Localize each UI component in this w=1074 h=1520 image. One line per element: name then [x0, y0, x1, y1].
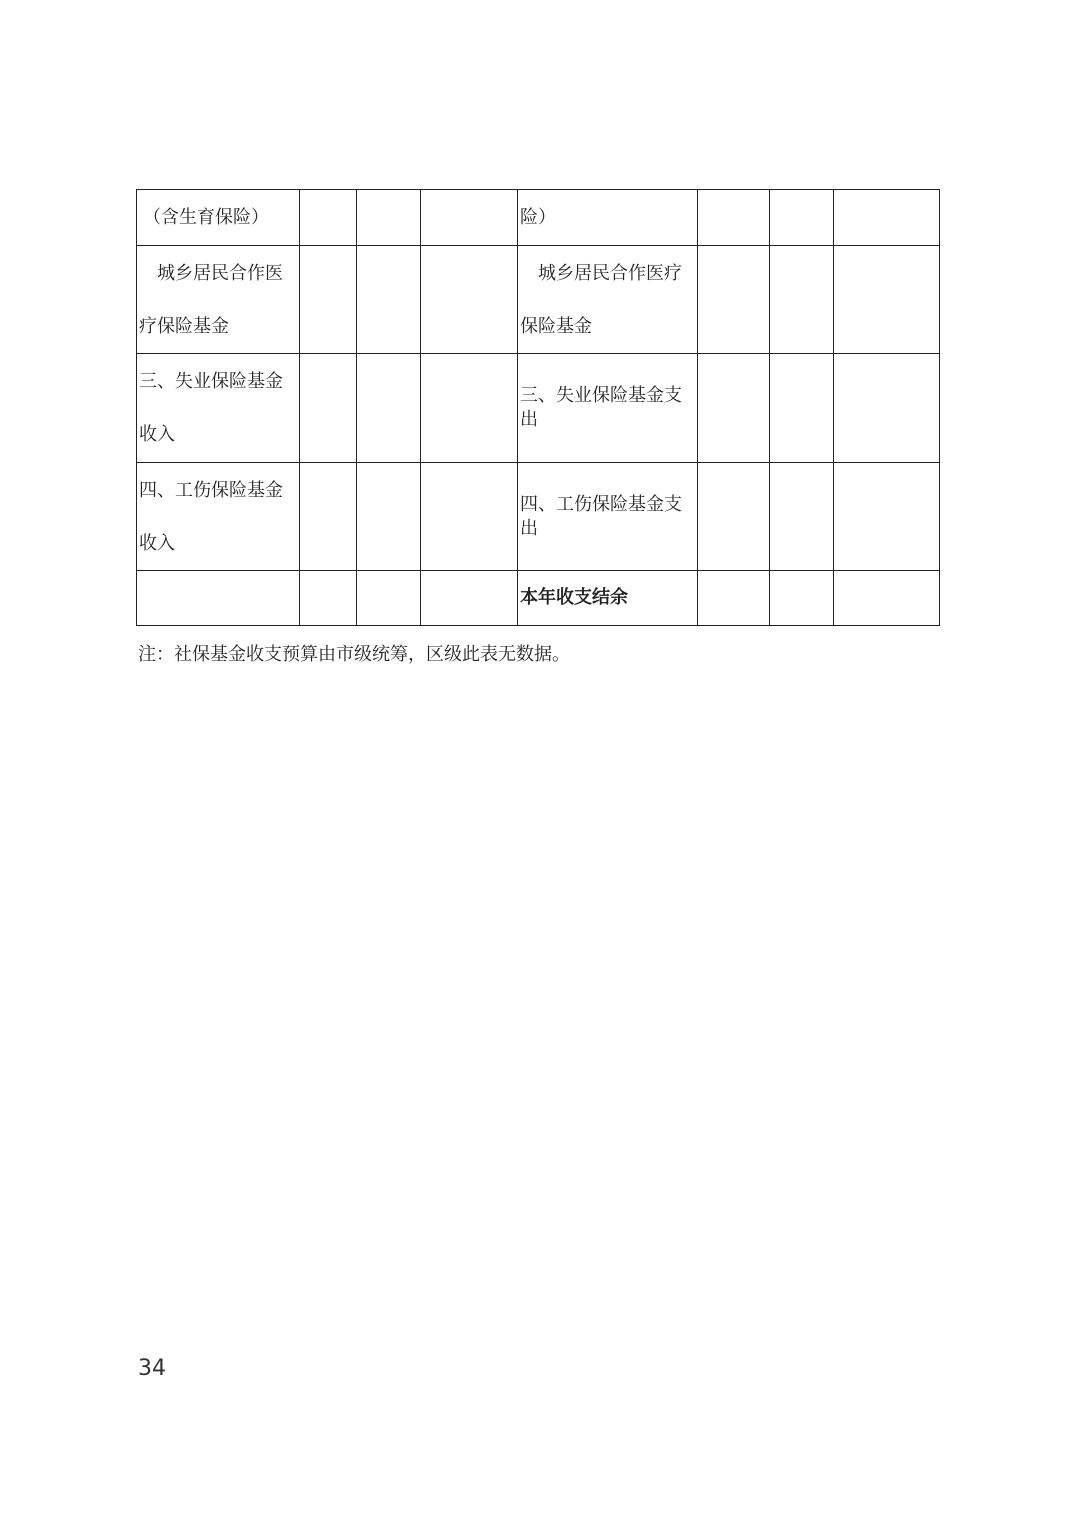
table-row — [137, 246, 940, 354]
table-cell — [698, 246, 770, 354]
table-cell — [357, 354, 421, 463]
table-cell — [421, 246, 518, 354]
table-cell — [357, 190, 421, 246]
table-cell — [300, 190, 357, 246]
page-number: 34 — [138, 1356, 166, 1381]
table-cell — [834, 246, 940, 354]
income-item-label: 三、失业保险基金收入 — [137, 354, 300, 463]
income-item-label — [137, 571, 300, 626]
annual-balance-label: 本年收支结余 — [518, 571, 698, 626]
table-cell — [357, 571, 421, 626]
table-cell — [421, 463, 518, 571]
expense-item-label: 险） — [518, 190, 698, 246]
table-cell — [300, 463, 357, 571]
table-cell — [421, 354, 518, 463]
table-cell — [357, 463, 421, 571]
table-cell — [834, 354, 940, 463]
table-cell — [300, 246, 357, 354]
table-cell — [698, 463, 770, 571]
table-row — [137, 354, 940, 463]
table-cell — [834, 571, 940, 626]
table-cell — [300, 571, 357, 626]
table-cell — [357, 246, 421, 354]
expense-item-label: 城乡居民合作医疗保险基金 — [518, 246, 698, 354]
table-cell — [698, 354, 770, 463]
table-cell — [770, 246, 834, 354]
table-cell — [770, 463, 834, 571]
table-cell — [834, 190, 940, 246]
income-item-label: 城乡居民合作医疗保险基金 — [137, 246, 300, 354]
table-cell — [421, 190, 518, 246]
table-row — [137, 463, 940, 571]
table-cell — [770, 571, 834, 626]
table-cell — [834, 463, 940, 571]
table-cell — [770, 190, 834, 246]
income-item-label: （含生育保险） — [137, 190, 300, 246]
income-item-label: 四、工伤保险基金收入 — [137, 463, 300, 571]
table-footnote: 注：社保基金收支预算由市级统筹，区级此表无数据。 — [138, 644, 570, 665]
expense-item-label: 三、失业保险基金支出 — [518, 354, 698, 463]
table-row — [137, 571, 940, 626]
table-row — [137, 190, 940, 246]
table-cell — [300, 354, 357, 463]
table-cell — [698, 571, 770, 626]
table-cell — [421, 571, 518, 626]
expense-item-label: 四、工伤保险基金支出 — [518, 463, 698, 571]
table-cell — [770, 354, 834, 463]
table-cell — [698, 190, 770, 246]
social-insurance-fund-table — [136, 189, 940, 626]
